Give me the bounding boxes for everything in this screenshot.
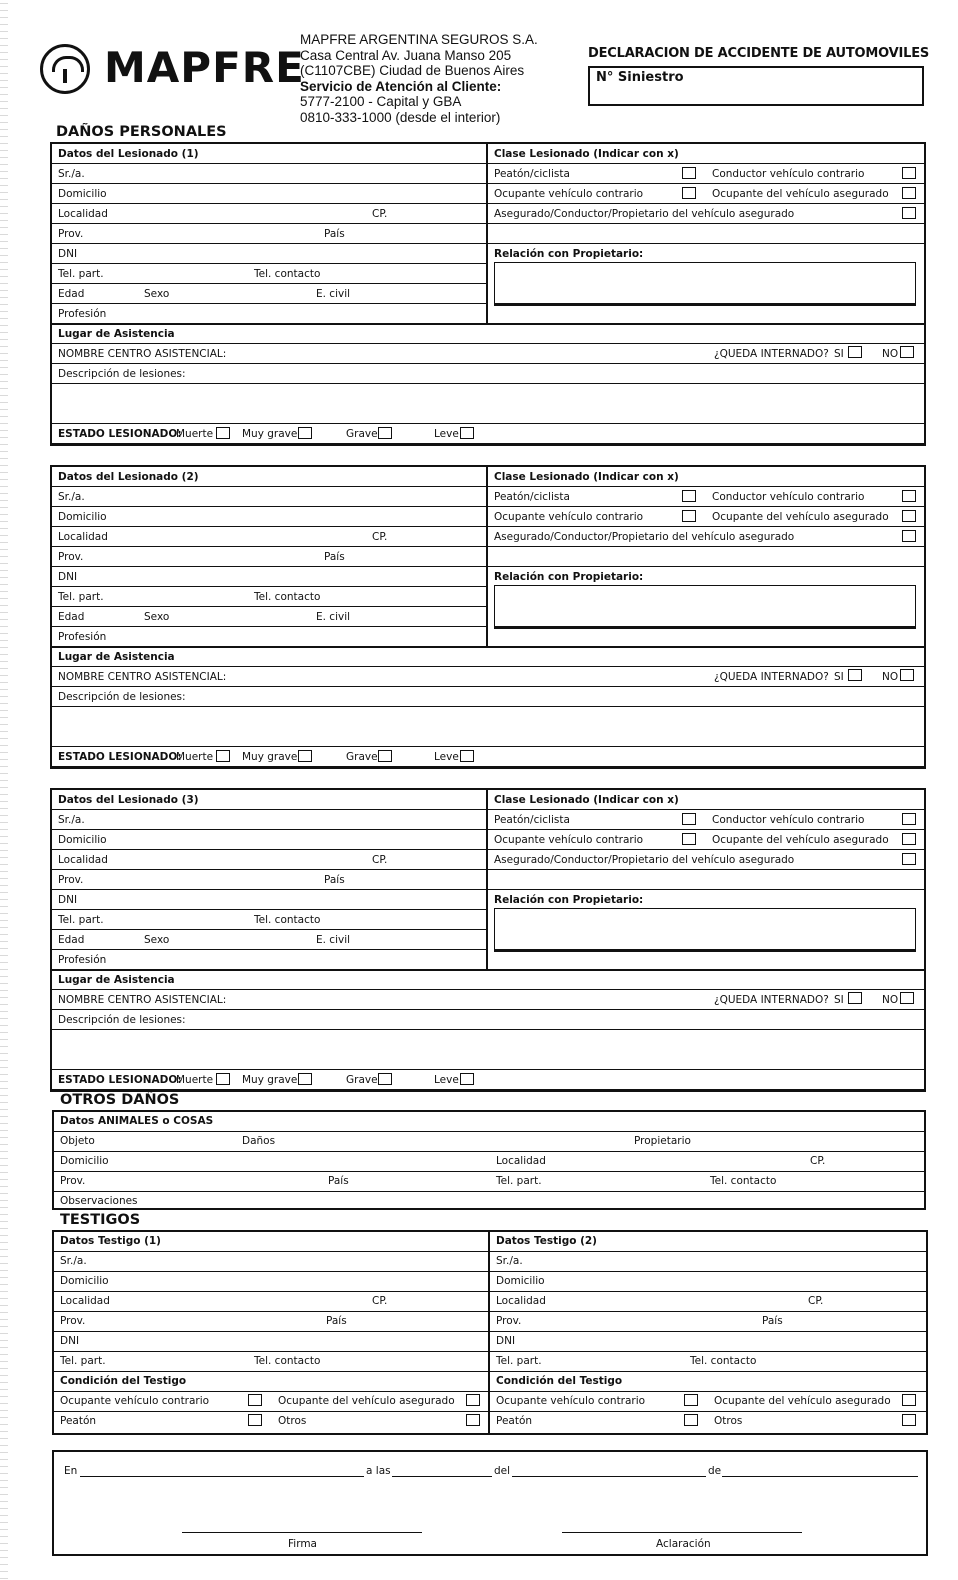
row-line: [54, 1271, 926, 1272]
muy-grave-checkbox[interactable]: [298, 750, 312, 762]
otros-localidad-field[interactable]: Localidad: [496, 1155, 546, 1167]
tel-part-field[interactable]: Tel. part.: [58, 591, 104, 603]
leve-checkbox[interactable]: [460, 750, 474, 762]
muy-grave-checkbox[interactable]: [298, 1073, 312, 1085]
testigo-peaton-checkbox[interactable]: [684, 1414, 698, 1426]
ocupante-asegurado-label: Ocupante del vehículo asegurado: [712, 834, 889, 846]
testigo-ocupante-contrario-checkbox[interactable]: [684, 1394, 698, 1406]
internado-label: ¿QUEDA INTERNADO?: [714, 348, 829, 360]
clase-title: Clase Lesionado (Indicar con x): [494, 148, 679, 160]
sra-field[interactable]: Sr./a.: [58, 814, 85, 826]
row-line: [52, 746, 924, 747]
profesion-field[interactable]: Profesión: [58, 631, 107, 643]
centro-field[interactable]: NOMBRE CENTRO ASISTENCIAL:: [58, 994, 227, 1006]
si-checkbox[interactable]: [848, 992, 862, 1004]
si-checkbox[interactable]: [848, 669, 862, 681]
row-line: [52, 343, 924, 344]
muerte-checkbox[interactable]: [216, 427, 230, 439]
testigo-pais-field[interactable]: País: [326, 1315, 347, 1327]
grave-label: Grave: [346, 751, 378, 763]
tel-part-field[interactable]: Tel. part.: [58, 268, 104, 280]
centro-field[interactable]: NOMBRE CENTRO ASISTENCIAL:: [58, 671, 227, 683]
row-line: [52, 809, 924, 810]
section-title-personal: DAÑOS PERSONALES: [56, 124, 227, 140]
relacion-input[interactable]: [494, 585, 916, 629]
row-line: [52, 183, 924, 184]
ocupante-contrario-checkbox[interactable]: [682, 187, 696, 199]
peaton-label: Peatón/ciclista: [494, 491, 570, 503]
testigo-title: Datos Testigo (1): [60, 1235, 161, 1247]
muy-grave-label: Muy grave: [242, 1074, 298, 1086]
edad-field[interactable]: Edad: [58, 934, 85, 946]
row-line: [52, 606, 486, 607]
testigo-localidad-field[interactable]: Localidad: [60, 1295, 110, 1307]
testigo-cp-field[interactable]: CP.: [372, 1295, 388, 1307]
row-line: [52, 1009, 924, 1010]
asegurado-label: Asegurado/Conductor/Propietario del vehículo asegurado: [494, 531, 795, 543]
lugar-title: Lugar de Asistencia: [58, 328, 175, 340]
dni-field[interactable]: DNI: [58, 248, 78, 260]
row-line: [52, 486, 924, 487]
ecivil-field[interactable]: E. civil: [316, 288, 351, 300]
testigo-ocupante-asegurado-checkbox[interactable]: [902, 1394, 916, 1406]
asegurado-label: Asegurado/Conductor/Propietario del vehículo asegurado: [494, 208, 795, 220]
hora-line[interactable]: [392, 1476, 492, 1477]
muerte-checkbox[interactable]: [216, 750, 230, 762]
row-line: [52, 829, 924, 830]
testigo-tel-contacto-field[interactable]: Tel. contacto: [690, 1355, 757, 1367]
relacion-label: Relación con Propietario:: [494, 571, 644, 583]
testigo-dni-field[interactable]: DNI: [496, 1335, 516, 1347]
peaton-label: Peatón/ciclista: [494, 168, 570, 180]
testigo-tel-part-field[interactable]: Tel. part.: [496, 1355, 542, 1367]
row-line: [52, 323, 924, 325]
row-line: [52, 526, 924, 527]
row-line: [52, 423, 924, 424]
internado-label: ¿QUEDA INTERNADO?: [714, 671, 829, 683]
testigo-dni-field[interactable]: DNI: [60, 1335, 80, 1347]
row-line: [52, 303, 486, 304]
lugar-title: Lugar de Asistencia: [58, 974, 175, 986]
leve-label: Leve: [434, 1074, 459, 1086]
anio-line[interactable]: [722, 1476, 918, 1477]
testigo-peaton-label: Peatón: [496, 1415, 533, 1427]
row-line: [52, 666, 924, 667]
leve-checkbox[interactable]: [460, 427, 474, 439]
profesion-field[interactable]: Profesión: [58, 308, 107, 320]
grave-label: Grave: [346, 428, 378, 440]
muy-grave-label: Muy grave: [242, 428, 298, 440]
row-line: [52, 383, 924, 384]
testigo-otros-label: Otros: [714, 1415, 743, 1427]
muy-grave-label: Muy grave: [242, 751, 298, 763]
observaciones-field[interactable]: Observaciones: [60, 1195, 138, 1207]
row-line: [52, 163, 924, 164]
muerte-checkbox[interactable]: [216, 1073, 230, 1085]
asegurado-label: Asegurado/Conductor/Propietario del vehículo asegurado: [494, 854, 795, 866]
del-label: del: [494, 1465, 511, 1477]
descripcion-field[interactable]: Descripción de lesiones:: [58, 691, 186, 703]
row-line: [52, 566, 924, 567]
no-label: NO: [882, 671, 899, 683]
row-line: [54, 1291, 926, 1292]
aclaracion-label: Aclaración: [656, 1538, 711, 1550]
condicion-title: Condición del Testigo: [60, 1375, 187, 1387]
row-line: [52, 1029, 924, 1030]
row-line: [52, 283, 486, 284]
tel-part-field[interactable]: Tel. part.: [58, 914, 104, 926]
testigo-tel-contacto-field[interactable]: Tel. contacto: [254, 1355, 321, 1367]
testigo-prov-field[interactable]: Prov.: [60, 1315, 86, 1327]
testigo-ocupante-asegurado-label: Ocupante del vehículo asegurado: [714, 1395, 891, 1407]
conductor-contrario-checkbox[interactable]: [902, 167, 916, 179]
testigo-domicilio-field[interactable]: Domicilio: [60, 1275, 109, 1287]
testigo-prov-field[interactable]: Prov.: [496, 1315, 522, 1327]
testigo-ocupante-contrario-label: Ocupante vehículo contrario: [60, 1395, 210, 1407]
si-label: SI: [834, 994, 844, 1006]
brand-name: MAPFRE: [104, 43, 305, 92]
cp-field[interactable]: CP.: [372, 854, 388, 866]
condicion-title: Condición del Testigo: [496, 1375, 623, 1387]
row-line: [54, 1331, 926, 1332]
otros-cp-field[interactable]: CP.: [810, 1155, 826, 1167]
injured-title: Datos del Lesionado (2): [58, 471, 199, 483]
scan-edge-artifact: [0, 0, 8, 1580]
cp-field[interactable]: CP.: [372, 531, 388, 543]
injured-title: Datos del Lesionado (3): [58, 794, 199, 806]
firma-line[interactable]: [182, 1532, 422, 1533]
danos-field[interactable]: Daños: [242, 1135, 276, 1147]
row-line: [54, 1391, 926, 1392]
objeto-field[interactable]: Objeto: [60, 1135, 95, 1147]
injured-block-2: [50, 465, 926, 769]
estado-label: ESTADO LESIONADO:: [58, 428, 182, 440]
conductor-contrario-label: Conductor vehículo contrario: [712, 814, 865, 826]
relacion-label: Relación con Propietario:: [494, 894, 644, 906]
divider: [486, 144, 488, 324]
otros-table: [52, 1110, 926, 1210]
profesion-field[interactable]: Profesión: [58, 954, 107, 966]
testigos-table: [52, 1230, 928, 1435]
conductor-contrario-checkbox[interactable]: [902, 490, 916, 502]
testigo-cp-field[interactable]: CP.: [808, 1295, 824, 1307]
company-info: [300, 32, 538, 125]
testigo-tel-part-field[interactable]: Tel. part.: [60, 1355, 106, 1367]
clase-title: Clase Lesionado (Indicar con x): [494, 471, 679, 483]
tel-contacto-field[interactable]: Tel. contacto: [254, 914, 321, 926]
row-line: [52, 1089, 924, 1090]
row-line: [52, 203, 924, 204]
row-line: [54, 1371, 926, 1372]
row-line: [54, 1251, 926, 1252]
pais-field[interactable]: País: [324, 551, 345, 563]
peaton-checkbox[interactable]: [682, 167, 696, 179]
ocupante-contrario-label: Ocupante vehículo contrario: [494, 188, 644, 200]
testigo-domicilio-field[interactable]: Domicilio: [496, 1275, 545, 1287]
ecivil-field[interactable]: E. civil: [316, 934, 351, 946]
dni-field[interactable]: DNI: [58, 894, 78, 906]
row-line: [52, 929, 486, 930]
conductor-contrario-label: Conductor vehículo contrario: [712, 168, 865, 180]
row-line: [52, 686, 924, 687]
domicilio-field[interactable]: Domicilio: [58, 834, 107, 846]
testigo-ocupante-asegurado-label: Ocupante del vehículo asegurado: [278, 1395, 455, 1407]
asegurado-checkbox[interactable]: [902, 207, 916, 219]
ocupante-contrario-label: Ocupante vehículo contrario: [494, 834, 644, 846]
cp-field[interactable]: CP.: [372, 208, 388, 220]
conductor-contrario-checkbox[interactable]: [902, 813, 916, 825]
grave-checkbox[interactable]: [378, 427, 392, 439]
section-title-testigos: TESTIGOS: [60, 1212, 141, 1228]
testigo-localidad-field[interactable]: Localidad: [496, 1295, 546, 1307]
edad-field[interactable]: Edad: [58, 611, 85, 623]
mes-line[interactable]: [512, 1476, 706, 1477]
si-label: SI: [834, 671, 844, 683]
peaton-label: Peatón/ciclista: [494, 814, 570, 826]
grave-checkbox[interactable]: [378, 750, 392, 762]
testigo-otros-label: Otros: [278, 1415, 307, 1427]
aclaracion-line[interactable]: [562, 1532, 802, 1533]
muerte-label: Muerte: [176, 751, 214, 763]
estado-label: ESTADO LESIONADO:: [58, 751, 182, 763]
row-line: [52, 586, 486, 587]
otros-prov-field[interactable]: Prov.: [60, 1175, 86, 1187]
prov-field[interactable]: Prov.: [58, 228, 84, 240]
company-line: Casa Central Av. Juana Manso 205: [300, 47, 512, 63]
domicilio-field[interactable]: Domicilio: [58, 188, 107, 200]
ocupante-asegurado-checkbox[interactable]: [902, 187, 916, 199]
testigo-otros-checkbox[interactable]: [902, 1414, 916, 1426]
company-line: 0810-333-1000 (desde el interior): [300, 109, 501, 125]
ocupante-contrario-label: Ocupante vehículo contrario: [494, 511, 644, 523]
clase-title: Clase Lesionado (Indicar con x): [494, 794, 679, 806]
row-line: [52, 363, 924, 364]
company-line: (C1107CBE) Ciudad de Buenos Aires: [300, 63, 525, 78]
divider: [486, 467, 488, 647]
row-line: [52, 506, 924, 507]
tel-contacto-field[interactable]: Tel. contacto: [254, 591, 321, 603]
propietario-field[interactable]: Propietario: [634, 1135, 691, 1147]
no-label: NO: [882, 994, 899, 1006]
grave-label: Grave: [346, 1074, 378, 1086]
leve-label: Leve: [434, 428, 459, 440]
no-checkbox[interactable]: [900, 992, 914, 1004]
ocupante-contrario-checkbox[interactable]: [682, 833, 696, 845]
row-line: [52, 546, 924, 547]
row-line: [52, 989, 924, 990]
row-line: [54, 1311, 926, 1312]
row-line: [52, 223, 924, 224]
row-line: [54, 1411, 926, 1412]
localidad-field[interactable]: Localidad: [58, 208, 108, 220]
row-line: [52, 766, 924, 767]
testigo-sra-field[interactable]: Sr./a.: [60, 1255, 87, 1267]
testigo-ocupante-asegurado-checkbox[interactable]: [466, 1394, 480, 1406]
row-line: [52, 646, 924, 648]
row-line: [52, 909, 486, 910]
company-line: MAPFRE ARGENTINA SEGUROS S.A.: [300, 32, 538, 47]
pais-field[interactable]: País: [324, 228, 345, 240]
peaton-checkbox[interactable]: [682, 813, 696, 825]
pais-field[interactable]: País: [324, 874, 345, 886]
ocupante-asegurado-label: Ocupante del vehículo asegurado: [712, 188, 889, 200]
company-line: 5777-2100 - Capital y GBA: [300, 94, 462, 109]
testigo-title: Datos Testigo (2): [496, 1235, 597, 1247]
otros-pais-field[interactable]: País: [328, 1175, 349, 1187]
estado-label: ESTADO LESIONADO:: [58, 1074, 182, 1086]
en-label: En: [64, 1465, 78, 1477]
prov-field[interactable]: Prov.: [58, 551, 84, 563]
sexo-field[interactable]: Sexo: [144, 934, 170, 946]
injured-block-3: [50, 788, 926, 1092]
asegurado-checkbox[interactable]: [902, 853, 916, 865]
row-line: [52, 243, 924, 244]
row-line: [52, 1069, 924, 1070]
row-line: [54, 1351, 926, 1352]
no-checkbox[interactable]: [900, 346, 914, 358]
row-line: [52, 869, 924, 870]
si-checkbox[interactable]: [848, 346, 862, 358]
localidad-field[interactable]: Localidad: [58, 531, 108, 543]
testigo-sra-field[interactable]: Sr./a.: [496, 1255, 523, 1267]
sra-field[interactable]: Sr./a.: [58, 168, 85, 180]
row-line: [52, 969, 924, 971]
ocupante-asegurado-label: Ocupante del vehículo asegurado: [712, 511, 889, 523]
edad-field[interactable]: Edad: [58, 288, 85, 300]
sexo-field[interactable]: Sexo: [144, 611, 170, 623]
ocupante-contrario-checkbox[interactable]: [682, 510, 696, 522]
internado-label: ¿QUEDA INTERNADO?: [714, 994, 829, 1006]
otros-tel-part-field[interactable]: Tel. part.: [496, 1175, 542, 1187]
injured-block-1: [50, 142, 926, 446]
ecivil-field[interactable]: E. civil: [316, 611, 351, 623]
testigo-otros-checkbox[interactable]: [466, 1414, 480, 1426]
centro-field[interactable]: NOMBRE CENTRO ASISTENCIAL:: [58, 348, 227, 360]
domicilio-field[interactable]: Domicilio: [58, 511, 107, 523]
testigo-peaton-label: Peatón: [60, 1415, 97, 1427]
sra-field[interactable]: Sr./a.: [58, 491, 85, 503]
siniestro-label: N° Siniestro: [596, 70, 684, 85]
row-line: [52, 706, 924, 707]
testigo-peaton-checkbox[interactable]: [248, 1414, 262, 1426]
relacion-label: Relación con Propietario:: [494, 248, 644, 260]
de-label: de: [708, 1465, 722, 1477]
no-checkbox[interactable]: [900, 669, 914, 681]
lugar-title: Lugar de Asistencia: [58, 651, 175, 663]
document-title: DECLARACION DE ACCIDENTE DE AUTOMOVILES: [588, 46, 930, 61]
firma-box: [52, 1450, 928, 1556]
relacion-input[interactable]: [494, 908, 916, 952]
muerte-label: Muerte: [176, 1074, 214, 1086]
otros-domicilio-field[interactable]: Domicilio: [60, 1155, 109, 1167]
divider: [486, 790, 488, 970]
prov-field[interactable]: Prov.: [58, 874, 84, 886]
si-label: SI: [834, 348, 844, 360]
muerte-label: Muerte: [176, 428, 214, 440]
leve-label: Leve: [434, 751, 459, 763]
mapfre-logo-icon: [40, 44, 90, 94]
siniestro-field[interactable]: [588, 66, 924, 106]
descripcion-field[interactable]: Descripción de lesiones:: [58, 1014, 186, 1026]
descripcion-field[interactable]: Descripción de lesiones:: [58, 368, 186, 380]
injured-title: Datos del Lesionado (1): [58, 148, 199, 160]
sexo-field[interactable]: Sexo: [144, 288, 170, 300]
relacion-input[interactable]: [494, 262, 916, 306]
a-las-label: a las: [366, 1465, 391, 1477]
row-line: [52, 263, 486, 264]
no-label: NO: [882, 348, 899, 360]
company-line: Servicio de Atención al Cliente:: [300, 78, 502, 94]
conductor-contrario-label: Conductor vehículo contrario: [712, 491, 865, 503]
row-line: [52, 889, 924, 890]
en-line[interactable]: [80, 1476, 364, 1477]
row-line: [52, 849, 924, 850]
muy-grave-checkbox[interactable]: [298, 427, 312, 439]
dni-field[interactable]: DNI: [58, 571, 78, 583]
testigo-ocupante-contrario-checkbox[interactable]: [248, 1394, 262, 1406]
otros-tel-contacto-field[interactable]: Tel. contacto: [710, 1175, 777, 1187]
row-line: [52, 626, 486, 627]
testigo-pais-field[interactable]: País: [762, 1315, 783, 1327]
peaton-checkbox[interactable]: [682, 490, 696, 502]
row-line: [52, 949, 486, 950]
section-title-otros: OTROS DAÑOS: [60, 1092, 180, 1108]
tel-contacto-field[interactable]: Tel. contacto: [254, 268, 321, 280]
otros-title: Datos ANIMALES o COSAS: [60, 1115, 214, 1127]
asegurado-checkbox[interactable]: [902, 530, 916, 542]
leve-checkbox[interactable]: [460, 1073, 474, 1085]
ocupante-asegurado-checkbox[interactable]: [902, 833, 916, 845]
firma-label: Firma: [288, 1538, 317, 1550]
row-line: [52, 443, 924, 444]
localidad-field[interactable]: Localidad: [58, 854, 108, 866]
ocupante-asegurado-checkbox[interactable]: [902, 510, 916, 522]
testigo-ocupante-contrario-label: Ocupante vehículo contrario: [496, 1395, 646, 1407]
grave-checkbox[interactable]: [378, 1073, 392, 1085]
